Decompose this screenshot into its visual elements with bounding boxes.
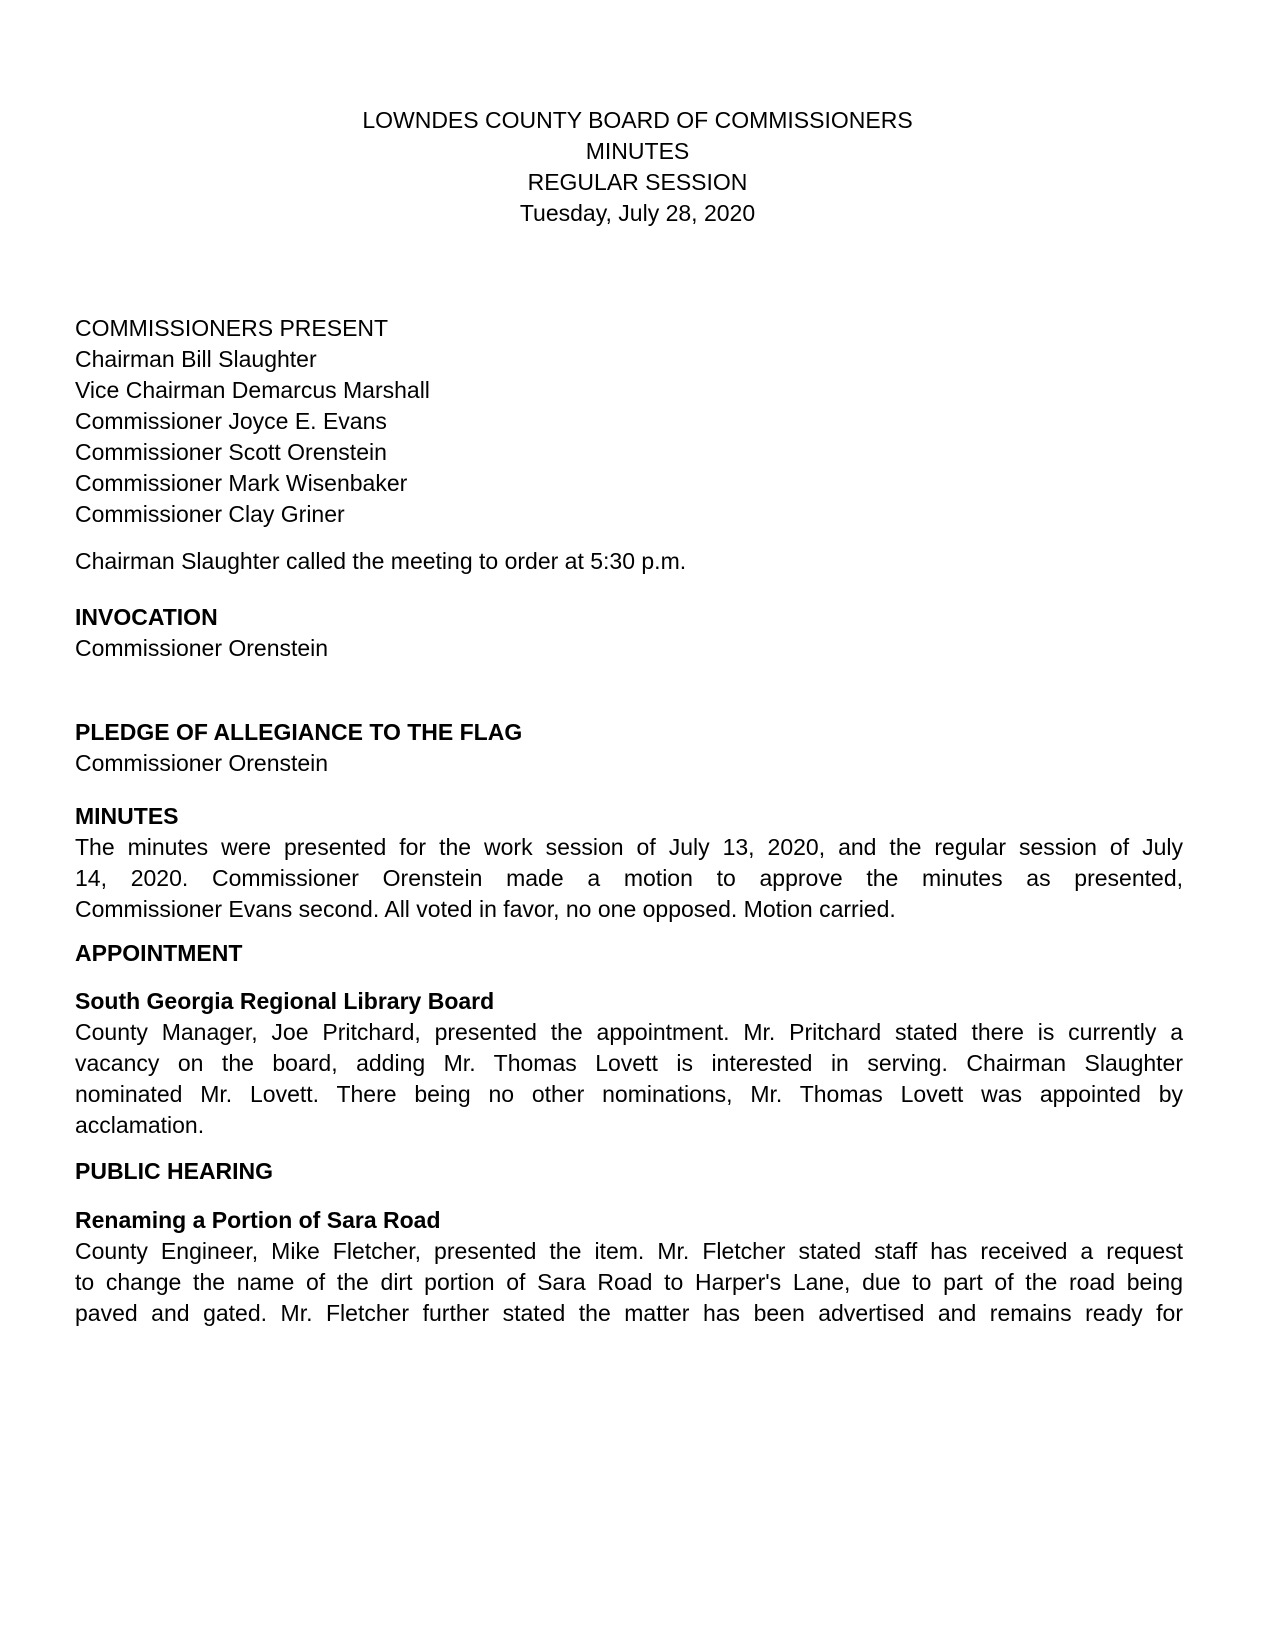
public-hearing-heading: PUBLIC HEARING bbox=[75, 1158, 274, 1184]
member-item: Commissioner Scott Orenstein bbox=[75, 439, 387, 465]
public-hearing-item bbox=[75, 1205, 1183, 1329]
appointment-subheading: South Georgia Regional Library Board bbox=[75, 988, 495, 1014]
paragraph-line: County Engineer, Mike Fletcher, presented the item. Mr. Fletcher stated staff has received a request bbox=[75, 1238, 1183, 1264]
minutes-paragraph bbox=[75, 832, 1183, 925]
paragraph-line: paved and gated. Mr. Fletcher further stated the matter has been advertised and remains ready for bbox=[75, 1300, 1183, 1326]
appointment-section bbox=[75, 938, 1183, 969]
attendance-section bbox=[75, 313, 1183, 530]
session-type: REGULAR SESSION bbox=[527, 169, 748, 195]
paragraph-line: nominated Mr. Lovett. There being no other nominations, Mr. Thomas Lovett was appointed by bbox=[75, 1081, 1183, 1107]
paragraph-line: vacancy on the board, adding Mr. Thomas Lovett is interested in serving. Chairman Slaughter bbox=[75, 1050, 1183, 1076]
appointment-item bbox=[75, 986, 1183, 1141]
minutes-section bbox=[75, 801, 1183, 925]
call-to-order-text: Chairman Slaughter called the meeting to order at 5:30 p.m. bbox=[75, 548, 687, 574]
paragraph-line: County Manager, Joe Pritchard, presented the appointment. Mr. Pritchard stated there is currently a bbox=[75, 1019, 1183, 1045]
member-item: Commissioner Mark Wisenbaker bbox=[75, 470, 408, 496]
organization-title: LOWNDES COUNTY BOARD OF COMMISSIONERS bbox=[362, 107, 913, 133]
pledge-heading: PLEDGE OF ALLEGIANCE TO THE FLAG bbox=[75, 719, 523, 745]
invocation-text: Commissioner Orenstein bbox=[75, 635, 329, 661]
public-hearing-subheading: Renaming a Portion of Sara Road bbox=[75, 1207, 441, 1233]
paragraph-line: The minutes were presented for the work session of July 13, 2020, and the regular session of July bbox=[75, 834, 1183, 860]
paragraph-line: to change the name of the dirt portion of Sara Road to Harper's Lane, due to part of the road being bbox=[75, 1269, 1183, 1295]
member-item: Commissioner Joyce E. Evans bbox=[75, 408, 387, 434]
document-header bbox=[0, 105, 1275, 229]
public-hearing-section bbox=[75, 1156, 1183, 1187]
attendance-heading: COMMISSIONERS PRESENT bbox=[75, 315, 389, 341]
pledge-section bbox=[75, 717, 1183, 779]
paragraph-line: 14, 2020. Commissioner Orenstein made a motion to approve the minutes as presented, bbox=[75, 865, 1183, 891]
pledge-text: Commissioner Orenstein bbox=[75, 750, 329, 776]
paragraph-line: Commissioner Evans second. All voted in favor, no one opposed. Motion carried. bbox=[75, 896, 896, 922]
invocation-section bbox=[75, 602, 1183, 664]
minutes-heading: MINUTES bbox=[75, 803, 179, 829]
member-item: Chairman Bill Slaughter bbox=[75, 346, 317, 372]
call-to-order bbox=[75, 546, 1183, 577]
paragraph-line: acclamation. bbox=[75, 1112, 205, 1138]
member-item: Commissioner Clay Griner bbox=[75, 501, 345, 527]
public-hearing-paragraph bbox=[75, 1236, 1183, 1329]
meeting-date: Tuesday, July 28, 2020 bbox=[519, 200, 756, 226]
appointment-heading: APPOINTMENT bbox=[75, 940, 243, 966]
invocation-heading: INVOCATION bbox=[75, 604, 218, 630]
document-type: MINUTES bbox=[585, 138, 690, 164]
appointment-paragraph bbox=[75, 1017, 1183, 1141]
member-item: Vice Chairman Demarcus Marshall bbox=[75, 377, 430, 403]
